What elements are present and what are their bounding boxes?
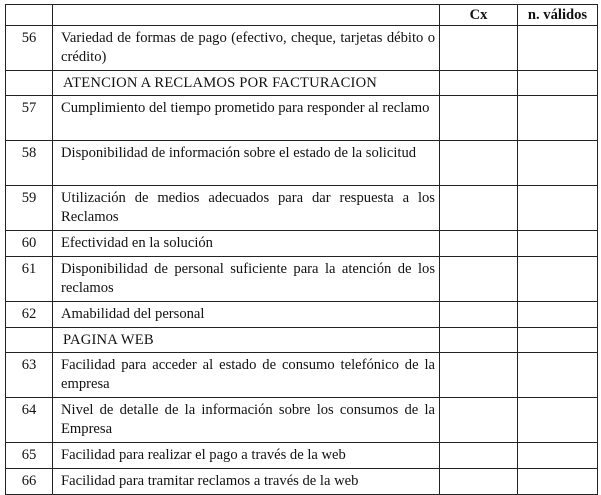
section-row [6,328,598,353]
header-number [6,5,53,26]
cx-cell [440,71,518,96]
item-description: Efectividad en la solución [53,231,440,257]
table-row [6,443,598,469]
item-number: 57 [6,96,53,141]
cx-cell [440,443,518,469]
item-description: Facilidad para realizar el pago a través de la web [53,443,440,469]
valid-count-cell [518,141,598,186]
header-valid-count: n. válidos [518,5,598,26]
cx-cell [440,469,518,495]
cx-cell [440,257,518,302]
valid-count-cell [518,328,598,353]
table-row [6,186,598,231]
section-title: PAGINA WEB [53,328,440,353]
cx-cell [440,141,518,186]
cx-cell [440,26,518,71]
section-row [6,71,598,96]
cx-cell [440,231,518,257]
table-row [6,231,598,257]
item-description: Disponibilidad de información sobre el estado de la solicitud [53,141,440,186]
cx-cell [440,328,518,353]
section-title: ATENCION A RECLAMOS POR FACTURACION [53,71,440,96]
item-description: Amabilidad del personal [53,302,440,328]
valid-count-cell [518,96,598,141]
item-description: Facilidad para acceder al estado de consumo telefónico de la empresa [53,353,440,398]
cx-cell [440,186,518,231]
item-number: 65 [6,443,53,469]
item-number: 66 [6,469,53,495]
valid-count-cell [518,353,598,398]
valid-count-cell [518,398,598,443]
item-description: Variedad de formas de pago (efectivo, cheque, tarjetas débito o crédito) [53,26,440,71]
item-number [6,328,53,353]
cx-cell [440,398,518,443]
valid-count-cell [518,186,598,231]
valid-count-cell [518,231,598,257]
item-number: 64 [6,398,53,443]
valid-count-cell [518,71,598,96]
table-body [6,26,598,495]
item-number: 59 [6,186,53,231]
item-description: Disponibilidad de personal suficiente para la atención de los reclamos [53,257,440,302]
item-description: Cumplimiento del tiempo prometido para responder al reclamo [53,96,440,141]
cx-cell [440,353,518,398]
table-row [6,257,598,302]
item-number: 56 [6,26,53,71]
cx-cell [440,302,518,328]
table-row [6,302,598,328]
item-number: 58 [6,141,53,186]
table-row [6,26,598,71]
survey-items-table [5,4,598,495]
item-number [6,71,53,96]
item-description: Facilidad para tramitar reclamos a través de la web [53,469,440,495]
table-row [6,141,598,186]
valid-count-cell [518,469,598,495]
item-number: 61 [6,257,53,302]
table-row [6,96,598,141]
table-row [6,398,598,443]
item-number: 60 [6,231,53,257]
cx-cell [440,96,518,141]
valid-count-cell [518,443,598,469]
table-row [6,353,598,398]
item-description: Nivel de detalle de la información sobre los consumos de la Empresa [53,398,440,443]
item-description: Utilización de medios adecuados para dar respuesta a los Reclamos [53,186,440,231]
item-number: 63 [6,353,53,398]
valid-count-cell [518,26,598,71]
header-description [53,5,440,26]
header-cx: Cx [440,5,518,26]
valid-count-cell [518,302,598,328]
table-header-row [6,5,598,26]
item-number: 62 [6,302,53,328]
table-row [6,469,598,495]
valid-count-cell [518,257,598,302]
